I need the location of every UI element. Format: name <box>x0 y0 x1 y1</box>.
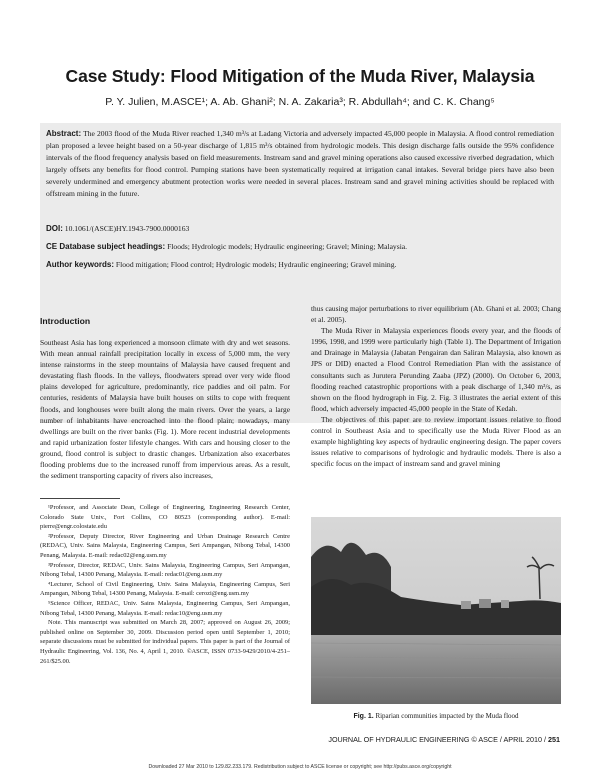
footnotes <box>40 503 290 666</box>
footnote: Note. This manuscript was submitted on March 28, 2007; approved on August 26, 2009; published online on September 30, 2009. Discussion period open until September 1, 2010; separate discussions must be submitted for individual papers. This paper is part of the Journal of Hydraulic Engineering, Vol. 136, No. 4, April 1, 2010. ©ASCE, ISSN 0733-9429/2010/4-251–261/$25.00. <box>40 619 290 665</box>
doi-label: DOI: <box>46 224 63 233</box>
figure-caption-text: Riparian communities impacted by the Muda flood <box>375 712 519 720</box>
figure-1-photo <box>311 517 561 704</box>
footnote-divider <box>40 498 120 499</box>
footnote: ²Professor, Deputy Director, River Engineering and Urban Drainage Research Centre (REDAC), Univ. Sains Malaysia, Engineering Campus, Seri Ampangan, Nibong Tebal, 14300 Penang, Malaysia. E-mail: redac02@eng.usm.my <box>40 532 290 559</box>
author-keywords-text: Flood mitigation; Flood control; Hydrologic models; Hydraulic engineering; Gravel mining. <box>115 260 397 269</box>
paragraph: Southeast Asia has long experienced a monsoon climate with dry and wet seasons. With mean annual rainfall precipitation locally in excess of 5,000 mm, the very intense rainstorms in the steep mountains of Malaysia have caused frequent and devastating flash floods. In the valleys, floodwaters spread over very wide flood plains developed for agriculture, predominantly, rice paddies and oil palm. For centuries, residents of Malaysia have built houses on stilts to cope with frequent floods, and longhouses were built along the main rivers. Over the years, a large number of inhabitants have encroached into the flood plain; nowadays, many dwellings are built on the river banks (Fig. 1). More recent industrial developments and rapid urbanization foster lifestyle changes. With cars and housing closer to the ground, flood control is subject to drastic changes. Urbanization also exacerbates flooding problems due to the increased runoff from impervious areas. As a result, the sediment transporting capacity of rivers also increases, <box>40 338 290 481</box>
author-keywords <box>46 259 554 270</box>
figure-label: Fig. 1. <box>353 713 374 720</box>
doi-link[interactable]: 10.1061/(ASCE)HY.1943-7900.0000163 <box>64 224 190 233</box>
author-keywords-label: Author keywords: <box>46 260 115 269</box>
left-column <box>40 337 290 481</box>
abstract-text: The 2003 flood of the Muda River reached 1,340 m³/s at Ladang Victoria and adversely impacted 45,000 people in Malaysia. A flood control remediation plan proposed a levee height based on a 50-year discharge of 1,815 m³/s obtained from hydrologic models. This design discharge falls outside the 95% confidence intervals of the flood frequency analysis based on field measurements. Instream sand and gravel mining operations also caused excessive riverbed degradation, which largely offsets any benefits for flood control. Pumping stations have been systematically required at irrigation canal intakes. Several bridge piers have also been severely undermined and emergency abutment protection works were needed in several places. Instream sand and gravel mining activities should be replaced with offstream mining in the future. <box>46 129 554 198</box>
abstract-label: Abstract: <box>46 129 82 138</box>
journal-footer <box>328 735 560 744</box>
footnote: ⁵Science Officer, REDAC, Univ. Sains Malaysia, Engineering Campus, Seri Ampangan, Nibong Tebal, 14300 Penang, Malaysia. E-mail: redac10@eng.usm.my <box>40 599 290 617</box>
author-list: P. Y. Julien, M.ASCE¹; A. Ab. Ghani²; N. A. Zakaria³; R. Abdullah⁴; and C. K. Chang⁵ <box>105 96 495 108</box>
abstract <box>46 128 554 200</box>
paragraph: thus causing major perturbations to river equilibrium (Ab. Ghani et al. 2003; Chang et al. 2005). <box>311 304 561 325</box>
subject-headings <box>46 241 554 252</box>
subject-headings-label: CE Database subject headings: <box>46 242 166 251</box>
footnote: ³Professor, Director, REDAC, Univ. Sains Malaysia, Engineering Campus, Seri Ampangan, Nibong Tebal, 14300 Penang, Malaysia. E-mail: redac01@eng.usm.my <box>40 561 290 579</box>
journal-name: JOURNAL OF HYDRAULIC ENGINEERING © ASCE / APRIL 2010 / <box>328 735 546 744</box>
subject-headings-text: Floods; Hydrologic models; Hydraulic engineering; Gravel; Mining; Malaysia. <box>167 242 408 251</box>
footnote: ¹Professor, and Associate Dean, College of Engineering, Engineering Research Center, Colorado State Univ., Fort Collins, CO 80523 (corresponding author). E-mail: pierre@engr.colostate.edu <box>40 504 290 531</box>
paragraph: The objectives of this paper are to review important issues relative to flood control in Southeast Asia and to specifically use the Muda River Flood as an example highlighting key aspects of hydraulic engineering design. The paper covers issues relative to comparisons of hydrologic and hydraulic models. There is also a specific focus on the impact of instream sand and gravel mining <box>311 414 561 469</box>
page-number: 251 <box>548 735 560 744</box>
footnote: ⁴Lecturer, School of Civil Engineering, Univ. Sains Malaysia, Engineering Campus, Seri Ampangan, Nibong Tebal, 14300 Penang, Malaysia. E-mail: cerozi@eng.usm.my <box>40 580 290 598</box>
section-heading-introduction: Introduction <box>40 316 91 326</box>
download-notice: Downloaded 27 Mar 2010 to 129.82.233.179. Redistribution subject to ASCE license or copyright; see http://pubs.asce.org/copyright <box>148 764 452 770</box>
paper-title: Case Study: Flood Mitigation of the Muda River, Malaysia <box>65 66 535 86</box>
doi-line <box>46 223 554 234</box>
paragraph: The Muda River in Malaysia experiences floods every year, and the floods of 1996, 1998, and 1999 were particularly high (Table 1). The Department of Irrigation and Drainage in Malaysia (Jabatan Pengairan dan Saliran Malaysia, also known as JPS or DID) enacted a Flood Control Remediation Plan with the assistance of consultants such as Jurutera Perunding Zaaba (JPZ) (2000). On October 6, 2003, flooding reached catastrophic proportions with a peak discharge of 1,340 m³/s, as shown on the flood hydrograph in Fig. 2. Fig. 3 illustrates the aerial extent of this flood, which adversely impacted 45,000 people in the State of Kedah. <box>311 326 561 413</box>
right-column <box>311 303 561 469</box>
figure-1-caption <box>311 712 561 720</box>
